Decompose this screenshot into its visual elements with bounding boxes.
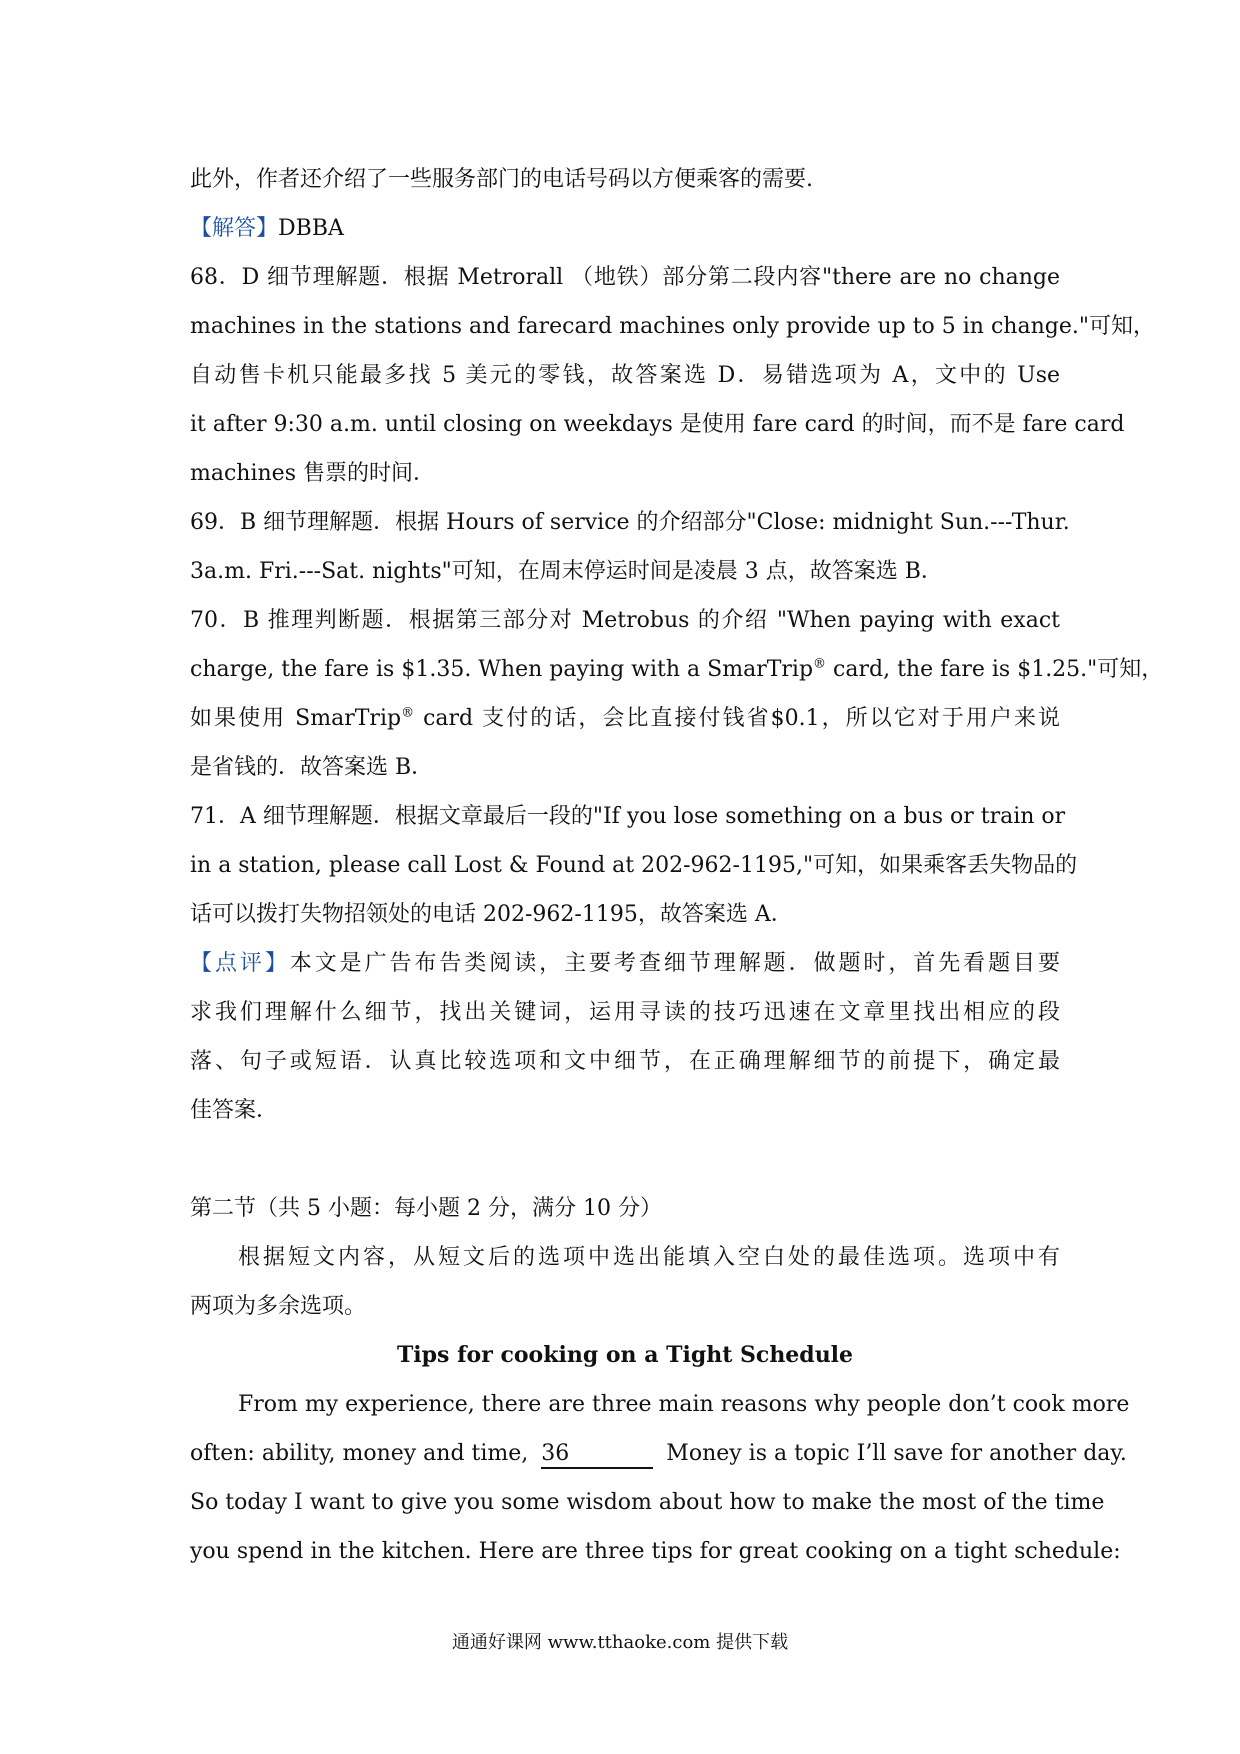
comment-text-1: 本文是广告布告类阅读，主要考查细节理解题．做题时，首先看题目要 <box>289 951 1060 976</box>
answer-label: 【解答】 <box>190 216 279 241</box>
registered-mark: ® <box>813 656 827 672</box>
article-line-2-end: Money is a topic I’ll save for another day. <box>666 1441 1127 1466</box>
section2-instruction-1: 根据短文内容，从短文后的选项中选出能填入空白处的最佳选项。选项中有 <box>238 1245 1060 1270</box>
q70-line-2-start: charge, the fare is $1.35. When paying with a SmarTrip <box>190 657 814 682</box>
page-footer: 通通好课网 www.tthaoke.com 提供下载 <box>451 1632 789 1653</box>
q68-line-2: machines in the stations and farecard machines only provide up to 5 in change."可知， <box>190 314 1155 339</box>
article-line-3: So today I want to give you some wisdom about how to make the most of the time <box>190 1490 1105 1515</box>
section2-instruction-2: 两项为多余选项。 <box>190 1294 367 1319</box>
q70-line-2 <box>190 645 1164 694</box>
comment-label: 【点评】 <box>190 951 290 976</box>
q68-line-1: 68．D 细节理解题．根据 Metrorall （地铁）部分第二段内容"there are no change <box>190 265 1060 290</box>
q70-line-2-end: card, the fare is $1.25."可知， <box>826 657 1164 682</box>
answer-line <box>190 204 1060 253</box>
article-line-4: you spend in the kitchen. Here are three tips for great cooking on a tight schedule: <box>190 1539 1121 1564</box>
article-line-2 <box>190 1429 1127 1478</box>
q68-line-4: it after 9:30 a.m. until closing on weekdays 是使用 fare card 的时间，而不是 fare card <box>190 412 1125 437</box>
article-line-1: From my experience, there are three main reasons why people don’t cook more <box>238 1392 1130 1417</box>
q71-line-1: 71．A 细节理解题．根据文章最后一段的"If you lose something on a bus or train or <box>190 804 1066 829</box>
intro-line: 此外，作者还介绍了一些服务部门的电话号码以方便乘客的需要. <box>190 167 813 192</box>
section-spacer <box>190 1135 1060 1184</box>
registered-mark: ® <box>401 705 415 721</box>
q70-line-4: 是省钱的．故答案选 B． <box>190 755 434 780</box>
comment-line-1 <box>190 939 1060 988</box>
q70-line-1: 70．B 推理判断题．根据第三部分对 Metrobus 的介绍 "When paying with exact <box>190 608 1060 633</box>
q68-line-5: machines 售票的时间． <box>190 461 435 486</box>
q69-line-1: 69．B 细节理解题．根据 Hours of service 的介绍部分"Close: midnight Sun.---Thur. <box>190 510 1070 535</box>
article-line-2-start: often: ability, money and time, <box>190 1441 529 1466</box>
q70-line-3 <box>190 694 1060 743</box>
q70-line-3-start: 如果使用 SmarTrip <box>190 706 402 731</box>
q70-line-3-end: card 支付的话，会比直接付钱省$0.1，所以它对于用户来说 <box>414 706 1060 731</box>
answer-value: DBBA <box>278 216 344 241</box>
q68-line-3: 自动售卡机只能最多找 5 美元的零钱，故答案选 D．易错选项为 A，文中的 Use <box>190 363 1060 388</box>
q71-line-2: in a station, please call Lost & Found at 202-962-1195,"可知，如果乘客丢失物品的 <box>190 853 1078 878</box>
comment-line-4: 佳答案． <box>190 1098 279 1123</box>
document-page <box>190 155 1164 1576</box>
q69-line-2: 3a.m. Fri.---Sat. nights"可知，在周末停运时间是凌晨 3 点，故答案选 B． <box>190 559 943 584</box>
blank-36: 36 <box>541 1441 653 1469</box>
q71-line-3: 话可以拨打失物招领处的电话 202-962-1195，故答案选 A． <box>190 902 793 927</box>
comment-line-2: 求我们理解什么细节，找出关键词，运用寻读的技巧迅速在文章里找出相应的段 <box>190 1000 1060 1025</box>
section2-heading: 第二节（共 5 小题：每小题 2 分，满分 10 分） <box>190 1196 662 1221</box>
article-title: Tips for cooking on a Tight Schedule <box>396 1342 854 1368</box>
comment-line-3: 落、句子或短语．认真比较选项和文中细节，在正确理解细节的前提下，确定最 <box>190 1049 1060 1074</box>
